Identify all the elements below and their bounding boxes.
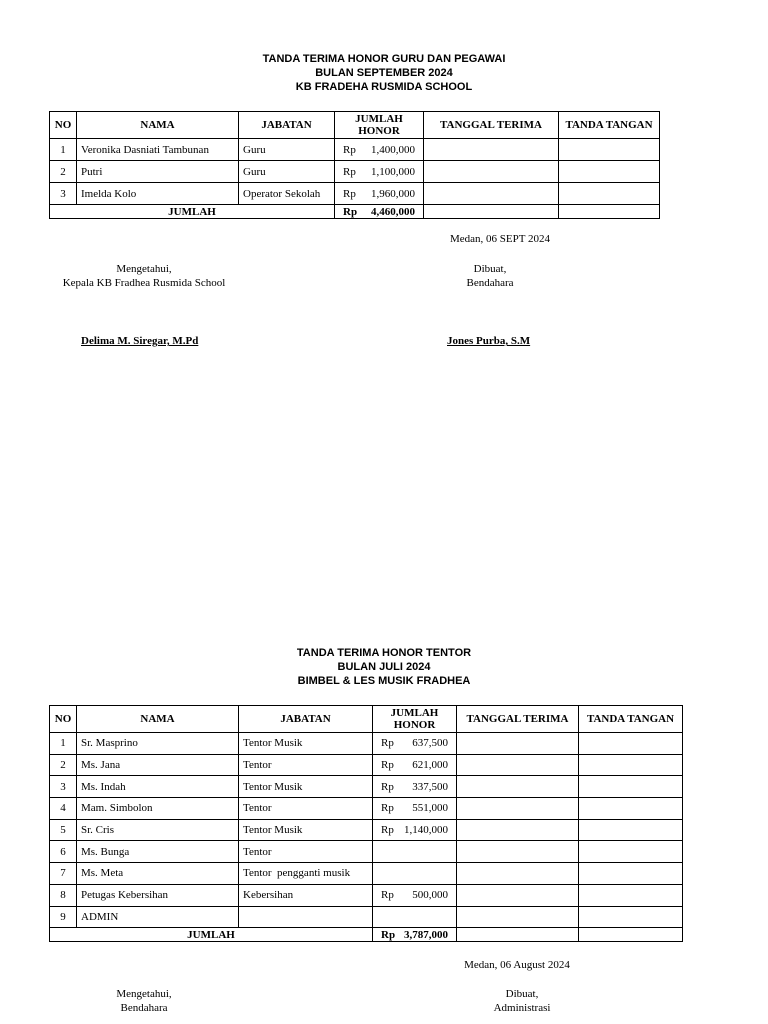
- row-amount: 621,000: [412, 759, 448, 772]
- row-honor: [373, 754, 457, 776]
- table-row: [50, 754, 683, 776]
- table-row: [50, 139, 660, 161]
- row-jabatan: Kebersihan: [239, 884, 373, 906]
- row-ttd: [579, 884, 683, 906]
- total-ttd: [559, 205, 660, 219]
- table-row: [50, 776, 683, 798]
- row-tanggal: [457, 841, 579, 863]
- row-jabatan: Tentor Musik: [239, 819, 373, 841]
- row-tanggal: [424, 139, 559, 161]
- doc2-title-line1: TANDA TERIMA HONOR TENTOR: [296, 647, 472, 659]
- row-jabatan: Tentor: [239, 841, 373, 863]
- row-tanggal: [457, 776, 579, 798]
- header-nama: NAMA: [77, 112, 239, 139]
- doc2-right-sign: [440, 987, 604, 1015]
- row-amount: 637,500: [412, 737, 448, 750]
- row-honor: [373, 798, 457, 820]
- doc1-left-signatory: Delima M. Siregar, M.Pd: [81, 335, 199, 347]
- row-jabatan: Guru: [239, 139, 335, 161]
- row-rp: Rp: [381, 737, 394, 750]
- table-row: [50, 183, 660, 205]
- right-sign-line1: Dibuat,: [505, 988, 539, 1000]
- row-rp: Rp: [343, 143, 356, 156]
- row-rp: Rp: [381, 780, 394, 793]
- row-ttd: [579, 733, 683, 755]
- total-row: [50, 928, 683, 942]
- total-ttd: [579, 928, 683, 942]
- row-ttd: [559, 161, 660, 183]
- row-jabatan: Operator Sekolah: [239, 183, 335, 205]
- row-amount: 1,140,000: [404, 824, 448, 837]
- row-ttd: [579, 841, 683, 863]
- header-no: NO: [50, 112, 77, 139]
- row-rp: Rp: [381, 759, 394, 772]
- row-tanggal: [457, 884, 579, 906]
- row-no: 9: [50, 906, 77, 928]
- row-tanggal: [457, 819, 579, 841]
- row-ttd: [579, 798, 683, 820]
- table-row: [50, 733, 683, 755]
- left-sign-line1: Mengetahui,: [116, 263, 172, 275]
- row-no: 1: [50, 733, 77, 755]
- row-jabatan: Tentor: [239, 798, 373, 820]
- row-nama: Imelda Kolo: [77, 183, 239, 205]
- row-amount: 551,000: [412, 802, 448, 815]
- doc2-place-date: Medan, 06 August 2024: [464, 959, 570, 971]
- total-row: [50, 205, 660, 219]
- doc2-title-line3: BIMBEL & LES MUSIK FRADHEA: [297, 675, 471, 687]
- total-label: JUMLAH: [50, 928, 373, 942]
- total-rp: Rp: [381, 928, 396, 941]
- doc1-right-signatory: Jones Purba, S.M: [447, 335, 531, 347]
- total-honor: [335, 205, 424, 219]
- doc2-title-line2: BULAN JULI 2024: [337, 661, 431, 673]
- doc1-table: [49, 111, 660, 219]
- row-jabatan: Tentor: [239, 754, 373, 776]
- doc2-left-sign: [60, 987, 228, 1015]
- row-no: 6: [50, 841, 77, 863]
- row-no: 5: [50, 819, 77, 841]
- row-ttd: [579, 776, 683, 798]
- row-tanggal: [457, 863, 579, 885]
- total-rp: Rp: [343, 205, 358, 218]
- left-sign-line2: Kepala KB Fradhea Rusmida School: [62, 277, 226, 289]
- row-nama: Mam. Simbolon: [77, 798, 239, 820]
- left-sign-line1: Mengetahui,: [116, 988, 172, 1000]
- header-nama: NAMA: [77, 706, 239, 733]
- table-row: [50, 906, 683, 928]
- row-jabatan: Tentor Musik: [239, 733, 373, 755]
- right-sign-line2: Administrasi: [493, 1002, 551, 1014]
- doc1-header-row: [50, 112, 660, 139]
- doc1-title-line2: BULAN SEPTEMBER 2024: [315, 67, 453, 79]
- total-honor: [373, 928, 457, 942]
- row-jabatan: Guru: [239, 161, 335, 183]
- doc2-header-row: [50, 706, 683, 733]
- row-nama: Petugas Kebersihan: [77, 884, 239, 906]
- row-honor: [335, 161, 424, 183]
- doc1-place-date: Medan, 06 SEPT 2024: [449, 233, 551, 245]
- row-honor: [335, 183, 424, 205]
- row-rp: Rp: [343, 187, 356, 200]
- row-ttd: [579, 906, 683, 928]
- row-tanggal: [424, 183, 559, 205]
- row-tanggal: [457, 754, 579, 776]
- row-amount: 1,400,000: [371, 143, 415, 156]
- row-ttd: [579, 863, 683, 885]
- header-tanda-tangan: TANDA TANGAN: [559, 112, 660, 139]
- doc2-title: [0, 646, 768, 688]
- row-nama: Ms. Indah: [77, 776, 239, 798]
- row-honor: [373, 884, 457, 906]
- table-row: [50, 798, 683, 820]
- header-jabatan: JABATAN: [239, 706, 373, 733]
- row-no: 2: [50, 161, 77, 183]
- doc1-title-line1: TANDA TERIMA HONOR GURU DAN PEGAWAI: [262, 53, 506, 65]
- row-honor: [373, 776, 457, 798]
- doc2-table: [49, 705, 683, 942]
- row-no: 8: [50, 884, 77, 906]
- row-tanggal: [457, 906, 579, 928]
- table-row: [50, 884, 683, 906]
- header-tanggal-terima: TANGGAL TERIMA: [457, 706, 579, 733]
- row-honor: [373, 863, 457, 885]
- row-nama: Putri: [77, 161, 239, 183]
- row-rp: Rp: [381, 802, 394, 815]
- total-tanggal: [424, 205, 559, 219]
- table-row: [50, 863, 683, 885]
- row-ttd: [559, 183, 660, 205]
- row-no: 4: [50, 798, 77, 820]
- row-tanggal: [424, 161, 559, 183]
- row-nama: Ms. Jana: [77, 754, 239, 776]
- header-tanda-tangan: TANDA TANGAN: [579, 706, 683, 733]
- row-nama: Veronika Dasniati Tambunan: [77, 139, 239, 161]
- header-jumlah-honor: JUMLAH HONOR: [335, 112, 424, 139]
- row-nama: Sr. Cris: [77, 819, 239, 841]
- row-amount: 1,100,000: [371, 165, 415, 178]
- table-row: [50, 161, 660, 183]
- row-amount: 1,960,000: [371, 187, 415, 200]
- header-jabatan: JABATAN: [239, 112, 335, 139]
- row-nama: Ms. Meta: [77, 863, 239, 885]
- row-no: 2: [50, 754, 77, 776]
- row-tanggal: [457, 798, 579, 820]
- row-honor: [373, 819, 457, 841]
- row-ttd: [579, 819, 683, 841]
- header-jumlah-honor: JUMLAH HONOR: [373, 706, 457, 733]
- row-rp: Rp: [381, 824, 394, 837]
- row-no: 1: [50, 139, 77, 161]
- row-honor: [335, 139, 424, 161]
- header-tanggal-terima: TANGGAL TERIMA: [424, 112, 559, 139]
- row-jabatan: Tentor pengganti musik: [239, 863, 373, 885]
- row-rp: Rp: [343, 165, 356, 178]
- row-ttd: [579, 754, 683, 776]
- row-nama: ADMIN: [77, 906, 239, 928]
- table-row: [50, 841, 683, 863]
- total-amount: 3,787,000: [404, 928, 448, 941]
- right-sign-line1: Dibuat,: [473, 263, 507, 275]
- doc1-title-line3: KB FRADEHA RUSMIDA SCHOOL: [295, 81, 473, 93]
- row-honor: [373, 733, 457, 755]
- left-sign-line2: Bendahara: [120, 1002, 168, 1014]
- doc1-title: [0, 52, 768, 94]
- row-amount: 500,000: [412, 889, 448, 902]
- row-nama: Ms. Bunga: [77, 841, 239, 863]
- row-no: 3: [50, 183, 77, 205]
- table-row: [50, 819, 683, 841]
- row-honor: [373, 841, 457, 863]
- total-label: JUMLAH: [50, 205, 335, 219]
- right-sign-line2: Bendahara: [466, 277, 514, 289]
- doc1-right-sign: [400, 262, 580, 290]
- total-tanggal: [457, 928, 579, 942]
- row-rp: Rp: [381, 889, 394, 902]
- row-no: 7: [50, 863, 77, 885]
- header-no: NO: [50, 706, 77, 733]
- row-amount: 337,500: [412, 780, 448, 793]
- doc1-left-sign: [40, 262, 248, 290]
- row-tanggal: [457, 733, 579, 755]
- total-amount: 4,460,000: [371, 205, 415, 218]
- row-jabatan: Tentor Musik: [239, 776, 373, 798]
- row-nama: Sr. Masprino: [77, 733, 239, 755]
- row-ttd: [559, 139, 660, 161]
- row-no: 3: [50, 776, 77, 798]
- row-jabatan: [239, 906, 373, 928]
- row-honor: [373, 906, 457, 928]
